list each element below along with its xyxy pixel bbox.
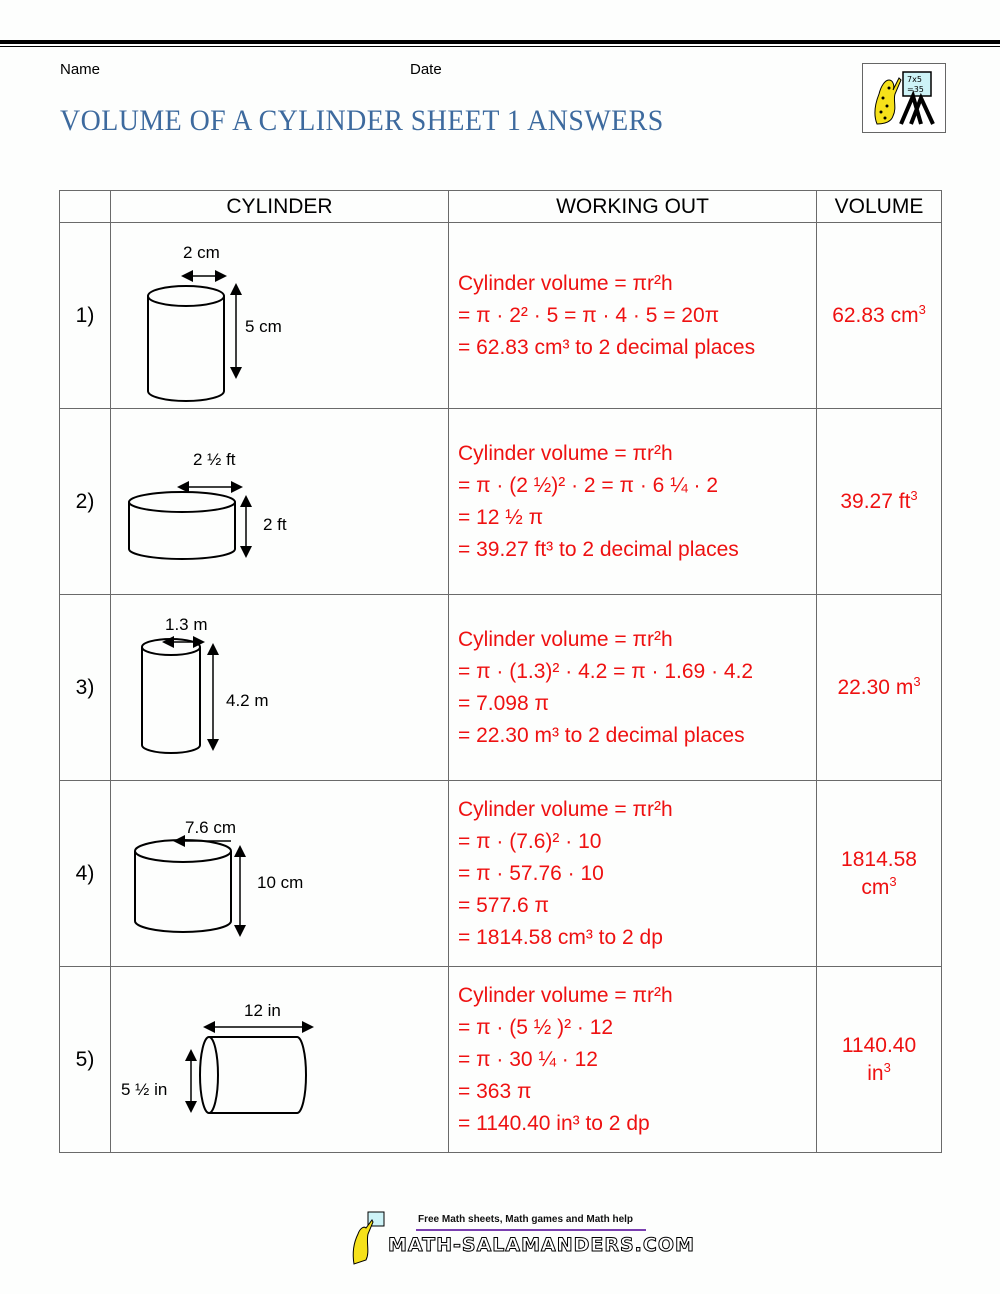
length-label: 12 in xyxy=(244,1001,281,1020)
diameter-label: 5 ½ in xyxy=(121,1080,168,1099)
cylinder-figure xyxy=(111,595,449,781)
working-line: = π · (2 ½)² · 2 = π · 6 ¼ · 2 xyxy=(458,473,719,497)
svg-text:7x5: 7x5 xyxy=(907,75,922,84)
volume-answer: 39.27 $ft^3$ xyxy=(817,409,942,595)
table-row xyxy=(60,223,942,409)
question-number: 3) xyxy=(60,595,111,781)
cylinder-figure xyxy=(111,781,449,967)
footer-site-name[interactable]: MATH-SALAMANDERS.COM xyxy=(388,1234,695,1256)
volume-answer: 22.30 $m^3$ xyxy=(817,595,942,781)
working-out-cell xyxy=(449,781,817,967)
page-title: VOLUME OF A CYLINDER SHEET 1 ANSWERS xyxy=(60,104,664,137)
date-label: Date xyxy=(410,61,442,78)
working-line: Cylinder volume = πr²h xyxy=(458,983,673,1007)
name-label: Name xyxy=(60,61,101,78)
cylinder-figure xyxy=(111,967,449,1153)
footer-tagline: Free Math sheets, Math games and Math help xyxy=(418,1214,634,1225)
radius-label: 1.3 m xyxy=(165,615,208,634)
salamander-footer-icon xyxy=(348,1208,388,1268)
working-line: = 1140.40 in³ to 2 dp xyxy=(458,1111,650,1135)
column-header-number xyxy=(60,191,111,223)
working-line: = 12 ½ π xyxy=(458,505,544,529)
top-rule-thin xyxy=(0,46,1000,47)
answers-table xyxy=(59,190,942,1153)
table-header-row xyxy=(60,191,942,223)
volume-answer: 1814.58 $cm^3$ xyxy=(817,781,942,967)
question-number: 5) xyxy=(60,967,111,1153)
working-line: Cylinder volume = πr²h xyxy=(458,797,673,821)
cylinder-diagram-icon xyxy=(111,967,449,1152)
working-out-cell xyxy=(449,223,817,409)
working-line: = 1814.58 cm³ to 2 dp xyxy=(458,925,663,949)
cylinder-diagram-icon xyxy=(111,409,449,594)
working-line: = π · 57.76 · 10 xyxy=(458,861,604,885)
working-line: = 62.83 cm³ to 2 decimal places xyxy=(458,335,756,359)
table-row xyxy=(60,595,942,781)
cylinder-diagram-icon xyxy=(111,595,449,780)
radius-label: 2 ½ ft xyxy=(193,450,236,469)
question-number: 2) xyxy=(60,409,111,595)
top-rule-thick xyxy=(0,40,1000,44)
working-line: = π · (5 ½ )² · 12 xyxy=(458,1015,614,1039)
table-row xyxy=(60,409,942,595)
question-number: 4) xyxy=(60,781,111,967)
column-header-volume: VOLUME xyxy=(817,191,942,223)
column-header-cylinder: CYLINDER xyxy=(111,191,449,223)
height-label: 10 cm xyxy=(257,873,304,892)
volume-answer: 62.83 $cm^3$ xyxy=(817,223,942,409)
working-line: = 363 π xyxy=(458,1079,532,1103)
working-out-cell xyxy=(449,409,817,595)
working-line: Cylinder volume = πr²h xyxy=(458,627,673,651)
working-line: = π · 30 ¼ · 12 xyxy=(458,1047,598,1071)
salamander-logo-icon xyxy=(862,63,946,133)
working-out-cell xyxy=(449,967,817,1153)
radius-label: 2 cm xyxy=(183,243,220,262)
cylinder-diagram-icon xyxy=(111,223,449,408)
working-line: = π · 2² · 5 = π · 4 · 5 = 20π xyxy=(458,303,720,327)
volume-answer: 1140.40 $in^3$ xyxy=(817,967,942,1153)
question-number: 1) xyxy=(60,223,111,409)
working-line: Cylinder volume = πr²h xyxy=(458,441,673,465)
working-line: = π · (7.6)² · 10 xyxy=(458,829,602,853)
height-label: 2 ft xyxy=(263,515,287,534)
cylinder-figure xyxy=(111,223,449,409)
radius-label: 7.6 cm xyxy=(185,818,237,837)
working-line: = 22.30 m³ to 2 decimal places xyxy=(458,723,745,747)
footer-logo[interactable] xyxy=(348,1208,695,1268)
height-label: 4.2 m xyxy=(226,691,269,710)
height-label: 5 cm xyxy=(245,317,282,336)
svg-text:=35: =35 xyxy=(907,85,924,94)
table-row xyxy=(60,781,942,967)
working-out-cell xyxy=(449,595,817,781)
working-line: Cylinder volume = πr²h xyxy=(458,271,673,295)
working-line: = 577.6 π xyxy=(458,893,549,917)
footer-divider xyxy=(416,1229,646,1231)
column-header-working-out: WORKING OUT xyxy=(449,191,817,223)
working-line: = 7.098 π xyxy=(458,691,549,715)
table-row xyxy=(60,967,942,1153)
cylinder-figure xyxy=(111,409,449,595)
working-line: = 39.27 ft³ to 2 decimal places xyxy=(458,537,739,561)
working-line: = π · (1.3)² · 4.2 = π · 1.69 · 4.2 xyxy=(458,659,754,683)
